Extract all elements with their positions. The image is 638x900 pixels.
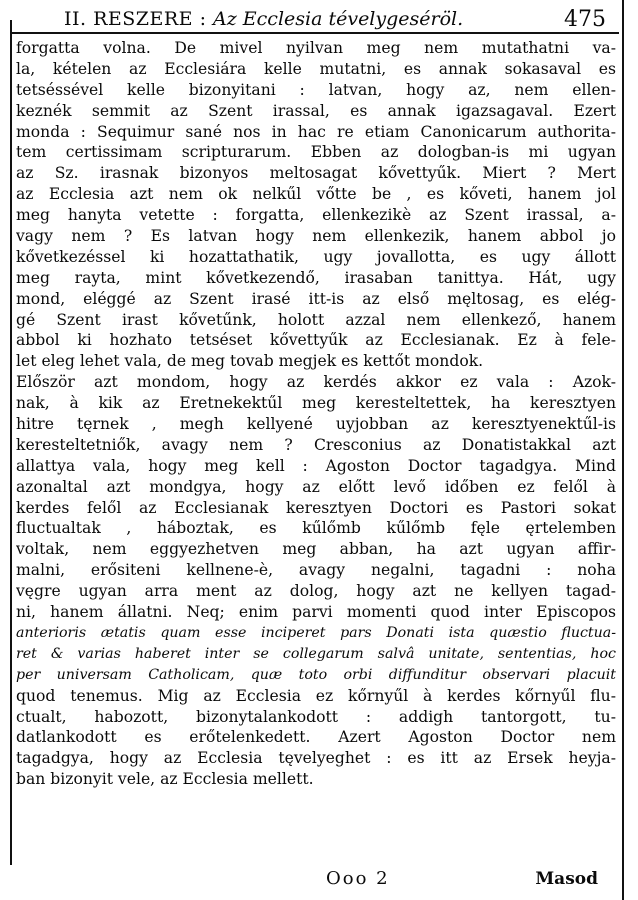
body-text [16, 38, 616, 790]
text-line: fluctualtak , háboztak, es kűlőmb kűlőmb fęle ęrtelemben [16, 519, 616, 538]
right-page-edge [622, 0, 624, 900]
text-line: ban bizonyit vele, az Ecclesia mellett. [16, 770, 314, 789]
text-line: meg hanyta vetette : forgatta, ellenkezikè az Szent irassal, a- [16, 206, 616, 225]
text-line: nak, à kik az Eretnekektűl meg keresteltettek, ha keresztyen [16, 394, 616, 413]
text-line: vagy nem ? Es latvan hogy nem ellenkezik, hanem abbol jo [16, 227, 616, 246]
text-line: forgatta volna. De mivel nyilvan meg nem mutathatni va- [16, 39, 616, 57]
text-line: kővetkezéssel ki hozattathatik, ugy jovallotta, es ugy állott [16, 247, 616, 266]
text-line: tem certissimam scripturarum. Ebben az dologban-is mi ugyan [16, 143, 616, 162]
text-line: az Sz. irasnak bizonyos meltosagat kővettyűk. Miert ? Mert [16, 164, 616, 183]
running-title-italic: Az Ecclesia tévelygeséröl. [213, 8, 464, 30]
header-rule [12, 32, 619, 34]
text-line: allattya vala, hogy meg kell : Agoston Doctor tagadgya. Mind [16, 456, 616, 475]
text-line: ctualt, habozott, bizonytalankodott : addigh tantorgott, tu- [16, 707, 616, 726]
text-line: keresteltetniők, avagy nem ? Cresconius az Donatistakkal azt [16, 435, 616, 454]
text-line: hitre tęrnek , megh kellyené uyjobban az keresztyenektűl-is [16, 415, 616, 434]
text-line: la, kételen az Ecclesiára kelle mutatni, es annak sokasaval es [16, 59, 616, 78]
text-line: voltak, nem eggyezhetven meg abban, ha azt ugyan affir- [16, 540, 616, 559]
latin-quote-line: ret & varias haberet inter se collegarum salvâ unitate, sententias, hoc [16, 645, 616, 662]
text-line: tagadgya, hogy az Ecclesia tęvelyeghet : es itt az Ersek heyja- [16, 749, 616, 768]
text-line: ni, hanem állatni. Neq; enim parvi momenti quod inter Episcopos [16, 603, 616, 622]
text-line: keznék semmit az Szent irassal, es annak igazsagaval. Ezert [16, 101, 616, 120]
text-line: malni, erősiteni kellnene-è, avagy negalni, tagadni : noha [16, 561, 616, 580]
left-frame-rule [10, 20, 12, 865]
text-line: quod tenemus. Mig az Ecclesia ez kőrnyűl à kerdes kőrnyűl flu- [16, 686, 616, 705]
latin-quote-line: anterioris ætatis quam esse inciperet pars Donati ista quæstio fluctua- [16, 624, 616, 641]
text-line: kerdes felől az Ecclesianak keresztyen Doctori es Pastori sokat [16, 498, 616, 517]
latin-quote-line: per universam Catholicam, quæ toto orbi diffunditur observari placuit [16, 666, 616, 683]
text-line: let eleg lehet vala, de meg tovab megjek es kettőt mondok. [16, 352, 484, 371]
text-line: Először azt mondom, hogy az kerdés akkor ez vala : Azok- [16, 373, 616, 392]
text-line: vęgre ugyan arra ment az dolog, hogy azt ne kellyen tagad- [16, 582, 616, 601]
text-line: tetséssével kelle bizonyitani : latvan, hogy az, nem ellen- [16, 80, 616, 99]
text-line: datlankodott es erőtelenkedett. Azert Agoston Doctor nem [16, 728, 616, 747]
text-line: abbol ki hozhato tetséset kővettyűk az Ecclesianak. Ez à fele- [16, 331, 616, 350]
text-line: gé Szent irast kővetűnk, holott azzal nem ellenkező, hanem [16, 310, 616, 329]
text-line: mond, eléggé az Szent irasé itt-is az első męltosag, es elég- [16, 289, 616, 308]
running-title [64, 8, 463, 30]
text-line: az Ecclesia azt nem ok nelkűl vőtte be , es kőveti, hanem jol [16, 185, 616, 204]
text-line: monda : Sequimur sané nos in hac re etiam Canonicarum authorita- [16, 122, 616, 141]
signature-mark: Ooo 2 [326, 868, 390, 889]
catchword: Masod [535, 869, 598, 889]
page-number: 475 [564, 7, 606, 32]
page-footer [16, 868, 616, 894]
text-line: meg rayta, mint kővetkezendő, irasaban tanittya. Hát, ugy [16, 268, 616, 287]
text-line: azonaltal azt mondgya, hogy az előtt levő időben ez felől à [16, 477, 616, 496]
running-title-roman: II. RESZERE : [64, 8, 207, 30]
